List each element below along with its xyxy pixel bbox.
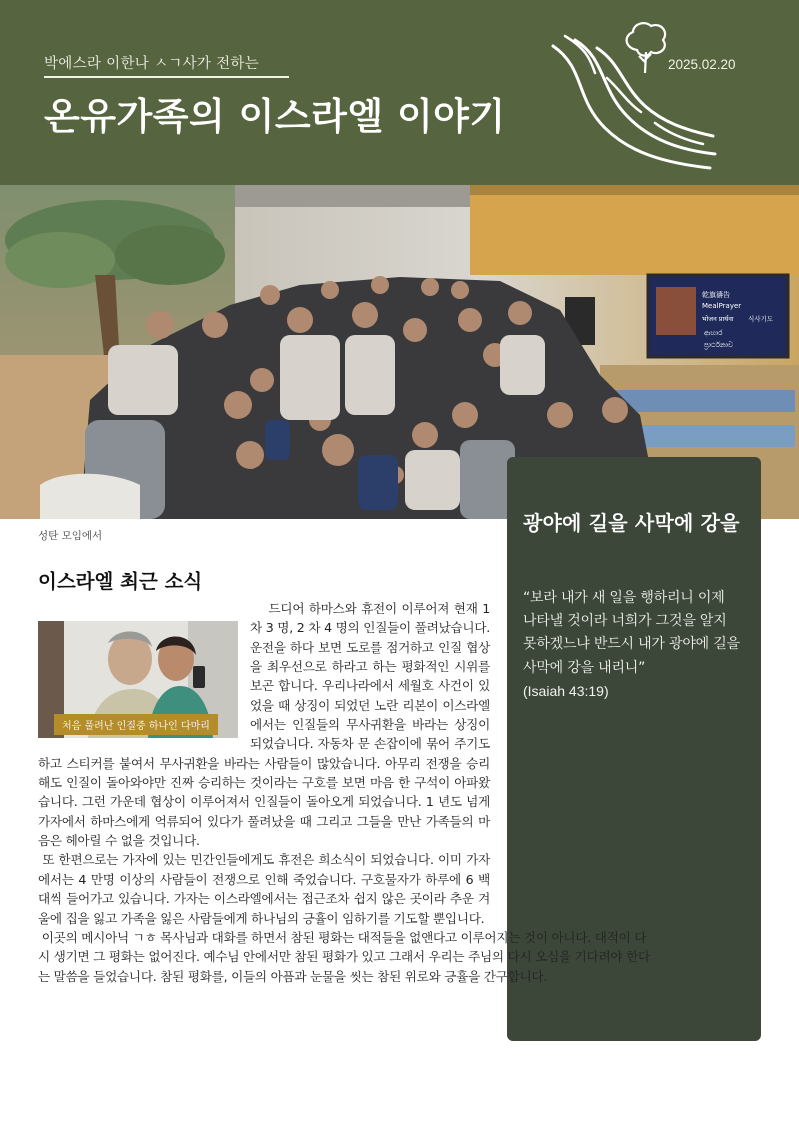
inset-caption: 처음 풀려난 인질중 하나인 다마리	[54, 714, 218, 735]
photo-caption: 성탄 모임에서	[38, 530, 103, 542]
sidebar-title: 광야에 길을 사막에 강을	[523, 511, 740, 535]
screen-text-1: 乾旗禱告	[702, 291, 730, 299]
paragraph-text: 드디어 하마스와 휴전이 이루어져 현재 1 차 3 명, 2 차 4 명의 인질들이 풀려났습니다. 운전을 하다 보면 도로를 점거하고 인질 협상을 최우선으로 하라고 하는 평화적인 시위를 보곤 합니다. 우리나라에서 세월호 사건이 있었을 때 상징이 되었던 노란 리본이 이스라엘에서는 인질들의 무사귀환을 바라는 상징이 되었습니다. 자동차 문 손잡이에 묶어 주기도 하고 스티커를 붙여서 무사귀환을 바라는 사람들이 많았습니다. 아무리 전쟁을 승리해도 인질이 돌아와야만 진짜 승리하는 것이라는 구호를 보면 마음 한 구석이 아파왔습니다. 그런 가운데 협상이 이루어져서 인질들이 돌아오게 되었습니다. 1 년도 넘게 가자에서 하마스에게 억류되어 있다가 풀려났을 때 그리고 그들을 만난 가족들의 마음은 헤아릴 수 없을 것입니다.	[38, 601, 490, 849]
released-hostage-photo	[38, 621, 238, 738]
section-heading: 이스라엘 최근 소식	[38, 570, 203, 593]
paragraph-text: 이곳의 메시아닉 ㄱㅎ 목사님과 대화를 하면서 참된 평화는 대적들을 없앤다고 이루어지는 것이 아니다. 대적이 다시 생기면 그 평화는 없어진다. 예수님 안에서만 참된 평화가 있고 그래서 우리는 주님의 다시 오심을 기다려야 한다는 말씀을 들었습니다. 참된 평화를, 이들의 아픔과 눈물을 씻는 참된 위로와 긍휼을 간구합니다.	[38, 929, 650, 984]
issue-date: 2025.02.20	[668, 57, 736, 72]
screen-text-4: 식사기도	[748, 315, 774, 323]
river-tree-logo-icon	[545, 18, 725, 178]
screen-text-5: ආහාර	[704, 329, 723, 337]
article-paragraph-2	[38, 850, 490, 927]
newsletter-title: 온유가족의 이스라엘 이야기	[44, 95, 506, 138]
scripture-reference: (Isaiah 43:19)	[523, 682, 609, 699]
header-subtitle: 박에스라 이한나 ㅅㄱ사가 전하는	[44, 56, 260, 72]
paragraph-text: 또 한편으로는 가자에 있는 민간인들에게도 휴전은 희소식이 되었습니다. 이미 가자에서는 4 만명 이상의 사람들이 전쟁으로 인해 죽었습니다. 구호물자가 하루에 6 백대씩 들어가고 있습니다. 가자는 이스라엘에서는 접근조차 쉽지 않은 곳이라 추운 겨울에 집을 잃고 가족을 잃은 사람들에게 하나님의 긍휼이 임하기를 기도할 뿐입니다.	[38, 852, 490, 926]
newsletter-header	[0, 0, 799, 185]
article-paragraph-3	[38, 928, 658, 986]
screen-text-6: ප්‍රාර්ථනාව	[704, 341, 734, 349]
subtitle-underline	[44, 76, 289, 78]
screen-text-2: MealPrayer	[702, 302, 742, 310]
scripture-quote: “보라 내가 새 일을 행하리니 이제 나타낼 것이라 너희가 그것을 알지 못하겠느냐 반드시 내가 광야에 길을 사막에 강을 내리니”	[523, 590, 740, 676]
screen-text-3: भोजन प्रार्थना	[702, 315, 734, 323]
